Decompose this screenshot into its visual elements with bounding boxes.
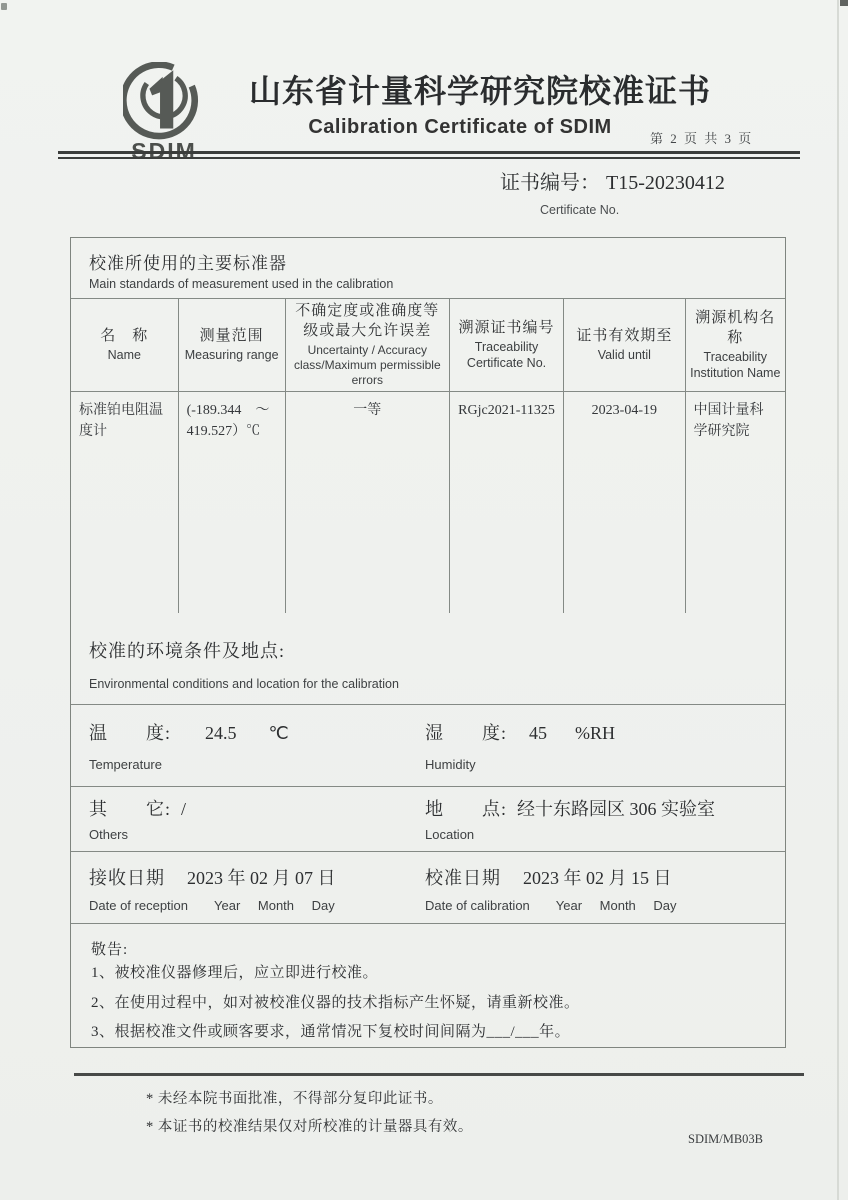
others-label-zh: 其 它:	[89, 799, 172, 820]
temperature-label-zh: 温 度:	[89, 722, 172, 743]
certificate-number-label: 证书编号：	[500, 172, 600, 194]
sdim-logo-text: SDIM	[131, 138, 197, 164]
humidity-value: 45	[529, 722, 548, 743]
location-label-zh: 地 点:	[425, 799, 508, 820]
cell-valid-until: 2023-04-19	[564, 391, 685, 613]
notice-section	[71, 924, 785, 1047]
temperature-unit: ℃	[268, 722, 289, 743]
others-location-row	[71, 787, 785, 852]
humidity-label-zh: 湿 度:	[425, 722, 508, 743]
column-header-en: Traceability Certificate No.	[466, 340, 547, 370]
column-header-valid-until	[564, 298, 685, 391]
column-header-zh: 溯源机构名称	[695, 309, 776, 347]
notice-item: 1、被校准仪器修理后，应立即进行校准。	[91, 965, 379, 982]
certificate-number-value: T15-20230412	[606, 172, 725, 194]
cell-institution: 中国计量科学研究院	[685, 391, 785, 613]
calibration-date-label-zh: 校准日期	[425, 867, 501, 888]
page-title: 山东省计量科学研究院校准证书	[248, 73, 711, 109]
notice-title: 敬告:	[91, 942, 129, 959]
cell-measuring-range: (-189.344 ～ 419.527）℃	[178, 391, 285, 613]
footer-note: * 未经本院书面批准，不得部分复印此证书。	[146, 1091, 443, 1107]
footer-notes	[146, 1086, 473, 1141]
column-header-zh: 溯源证书编号	[458, 319, 555, 336]
standards-table	[71, 298, 785, 614]
environment-title-en: Environmental conditions and location for the calibration	[89, 677, 399, 692]
reception-date-field	[71, 852, 423, 923]
location-field	[423, 787, 785, 851]
table-row	[71, 391, 785, 613]
page-number: 第 2 页 共 3 页	[650, 131, 754, 146]
reception-date-label-en: Date of reception	[89, 897, 189, 913]
reception-date-value: 2023 年 02 月 07 日	[187, 867, 336, 888]
temperature-field	[71, 705, 423, 786]
humidity-label-en: Humidity	[425, 756, 476, 772]
footer-divider	[74, 1073, 804, 1076]
standards-title-zh: 校准所使用的主要标准器	[89, 254, 287, 273]
header-divider	[58, 151, 800, 159]
notice-item: 3、根据校准文件或顾客要求，通常情况下复校时间间隔为___/___年。	[91, 1023, 571, 1040]
scan-artifact	[840, 0, 848, 6]
column-header-en: Measuring range	[184, 347, 279, 362]
standards-table-header-row	[71, 298, 785, 391]
cell-standard-name: 标准铂电阻温度计	[71, 391, 178, 613]
calibration-date-field	[423, 852, 785, 923]
page-subtitle: Calibration Certificate of SDIM	[308, 116, 612, 138]
environment-section-header	[71, 613, 785, 705]
calibration-date-value: 2023 年 02 月 15 日	[523, 867, 672, 888]
temperature-label-en: Temperature	[89, 756, 162, 772]
calibration-date-units: Year Month Day	[555, 897, 677, 913]
column-header-traceability-no	[449, 298, 563, 391]
others-value: /	[181, 799, 187, 820]
certificate-body	[70, 237, 786, 1048]
column-header-zh: 证书有效期至	[576, 327, 673, 344]
column-header-en: Traceability Institution Name	[690, 350, 781, 380]
scan-artifact	[1, 3, 7, 10]
column-header-name	[71, 298, 178, 391]
column-header-zh: 测量范围	[199, 327, 264, 344]
column-header-institution	[685, 298, 785, 391]
standards-section-header	[71, 238, 785, 298]
location-value: 经十东路园区 306 实验室	[517, 799, 716, 820]
cell-traceability-cert-no: RGjc2021-11325	[449, 391, 563, 613]
column-header-en: Valid until	[597, 347, 651, 362]
reception-date-units: Year Month Day	[214, 897, 335, 913]
others-label-en: Others	[89, 827, 129, 843]
certificate-number-label-en: Certificate No.	[540, 203, 620, 217]
footer-note: * 本证书的校准结果仅对所校准的计量器具有效。	[146, 1118, 473, 1135]
notice-item: 2、在使用过程中，如对被校准仪器的技术指标产生怀疑，请重新校准。	[91, 994, 580, 1011]
reception-date-label-zh: 接收日期	[89, 867, 165, 888]
column-header-zh: 名 称	[100, 327, 149, 344]
environment-title-zh: 校准的环境条件及地点:	[89, 641, 285, 662]
standards-title-en: Main standards of measurement used in the calibration	[89, 277, 394, 291]
column-header-zh: 不确定度或准确度等级或最大允许误差	[295, 302, 440, 340]
column-header-en: Uncertainty / Accuracy class/Maximum permissible errors	[293, 343, 441, 388]
humidity-field	[423, 705, 785, 786]
temperature-value: 24.5	[205, 722, 237, 743]
calibration-date-label-en: Date of calibration	[425, 897, 530, 913]
column-header-range	[178, 298, 285, 391]
dates-row	[71, 852, 785, 924]
form-code: SDIM/MB03B	[688, 1132, 764, 1146]
scan-edge-shadow	[837, 0, 839, 1200]
others-field	[71, 787, 423, 851]
cell-accuracy-class: 一等	[285, 391, 449, 613]
humidity-unit: %RH	[575, 722, 616, 743]
column-header-uncertainty	[285, 298, 449, 391]
temperature-humidity-row	[71, 705, 785, 787]
column-header-en: Name	[107, 347, 141, 362]
certificate-number	[500, 166, 800, 195]
location-label-en: Location	[425, 827, 475, 843]
sdim-logo-icon	[123, 62, 205, 142]
